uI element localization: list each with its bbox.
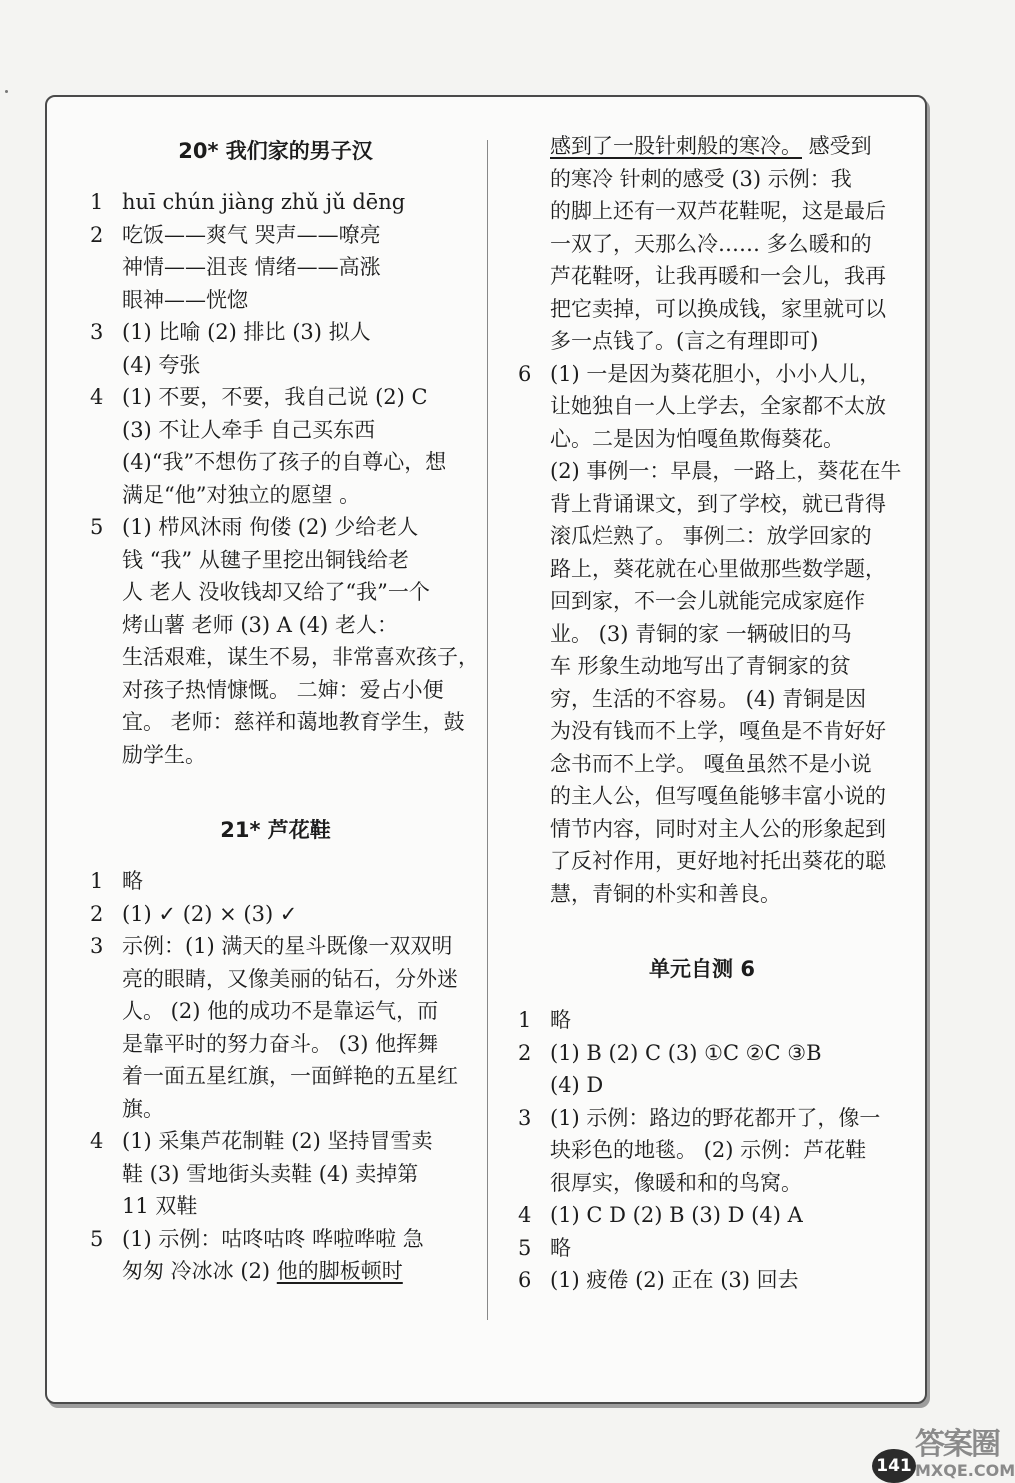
- section-title-unit-test: 单元自测 6: [649, 957, 755, 981]
- watermark-url: MXQE.COM: [915, 1461, 1015, 1480]
- section-title-21: 21* 芦花鞋: [220, 818, 331, 842]
- answer-line: 匆匆 冷冰冰 (2) 他的脚板顿时: [122, 1259, 403, 1283]
- scan-dot: [5, 90, 8, 93]
- unit-test-items: [506, 1004, 898, 1297]
- answer-line: 为没有钱而不上学，嘎鱼是不肯好好: [550, 719, 886, 743]
- unit-test-item: [506, 1264, 898, 1297]
- answer-line: 人。 (2) 他的成功不是靠运气，而: [122, 999, 439, 1023]
- answer-line: 略: [550, 1008, 571, 1032]
- item-number: 1: [518, 1008, 532, 1032]
- answer-line: 感到了一股针刺般的寒冷。 感受到: [550, 134, 872, 158]
- answer-line: 情节内容，同时对主人公的形象起到: [550, 816, 886, 841]
- answer-line: 略: [550, 1235, 571, 1260]
- section-21-item: [78, 930, 473, 1125]
- column-divider: [487, 140, 488, 1320]
- answer-line: (1) 疲倦 (2) 正在 (3) 回去: [550, 1268, 799, 1292]
- section-20-item: [78, 381, 473, 511]
- answer-line: (4) 夸张: [122, 352, 201, 377]
- section-21-continuation: [506, 130, 898, 358]
- answer-line: 穷，生活的不容易。 (4) 青铜是因: [550, 686, 867, 711]
- answer-line: (1) ✓ (2) × (3) ✓: [122, 901, 298, 926]
- section-20-item: [78, 511, 479, 771]
- answer-line: (4) D: [550, 1073, 604, 1097]
- answer-line: 念书而不上学。 嘎鱼虽然不是小说: [550, 751, 872, 776]
- answer-line: (1) 栉风沐雨 佝偻 (2) 少给老人: [122, 515, 419, 539]
- section-title-20: 20* 我们家的男子汉: [178, 139, 373, 163]
- answer-line: 示例：(1) 满天的星斗既像一双双明: [122, 934, 453, 958]
- answer-line: 吃饭——爽气 哭声——嘹亮: [122, 222, 381, 247]
- answer-line: 了反衬作用，更好地衬托出葵花的聪: [550, 849, 886, 873]
- underlined-answer: 感到了一股针刺般的寒冷。: [550, 134, 802, 158]
- item-number: 5: [90, 1226, 104, 1251]
- answer-line: 心。二是因为怕嘎鱼欺侮葵花。: [550, 426, 844, 451]
- left-column: [78, 130, 479, 1288]
- item-number: 3: [90, 934, 104, 958]
- answer-line: 旗。: [122, 1096, 164, 1121]
- answer-line: 神情——沮丧 情绪——高涨: [122, 255, 381, 279]
- item-number: 2: [90, 901, 104, 926]
- answer-line: 满足“他”对独立的愿望 。: [122, 482, 361, 507]
- answer-line: 生活艰难，谋生不易，非常喜欢孩子，: [122, 645, 479, 669]
- answer-line: 钱 “我” 从毽子里挖出铜钱给老: [122, 547, 409, 572]
- item-number: 3: [518, 1105, 532, 1130]
- section-21-item: [78, 865, 473, 898]
- answer-line: (1) 示例：路边的野花都开了，像一: [550, 1105, 881, 1130]
- section-21-item: [78, 1125, 473, 1223]
- unit-test-item: [506, 1004, 898, 1037]
- item-number: 5: [518, 1235, 532, 1260]
- answer-line: (3) 不让人牵手 自己买东西: [122, 417, 376, 442]
- answer-line: 让她独自一人上学去，全家都不太放: [550, 394, 886, 418]
- underlined-answer: 他的脚板顿时: [276, 1259, 403, 1283]
- item-number: 3: [90, 320, 104, 344]
- answer-line: (1) C D (2) B (3) D (4) A: [550, 1203, 803, 1227]
- answer-line: (1) 比喻 (2) 排比 (3) 拟人: [122, 320, 371, 344]
- answer-line: 回到家，不一会儿就能完成家庭作: [550, 589, 865, 613]
- section-21-item: [78, 1223, 473, 1288]
- answer-line: 眼神——恍惚: [122, 287, 248, 312]
- answer-line: (2) 事例一：早晨，一路上，葵花在牛: [550, 459, 902, 483]
- answer-line: 烤山薯 老师 (3) A (4) 老人：: [122, 612, 399, 637]
- answer-line: 一双了，天那么冷…… 多么暖和的: [550, 231, 872, 256]
- unit-test-item: [506, 1232, 898, 1265]
- item-number: 6: [518, 1268, 532, 1292]
- item-number: 4: [90, 1129, 104, 1153]
- section-21-item: [506, 358, 902, 911]
- answer-line: 背上背诵课文，到了学校，就已背得: [550, 491, 886, 516]
- answer-line: (1) 采集芦花制鞋 (2) 坚持冒雪卖: [122, 1129, 433, 1153]
- answer-line: 11 双鞋: [122, 1194, 198, 1218]
- answer-line: 的脚上还有一双芦花鞋呢，这是最后: [550, 199, 886, 223]
- answer-line: 对孩子热情慷慨。 二婶：爱占小便: [122, 677, 444, 702]
- item-number: 4: [90, 385, 104, 409]
- answer-line: (1) B (2) C (3) ①C ②C ③B: [550, 1040, 822, 1065]
- answer-line: 多一点钱了。(言之有理即可): [550, 329, 819, 353]
- answer-line: (4)“我”不想伤了孩子的自尊心，想: [122, 450, 447, 474]
- item-number: 2: [90, 222, 104, 247]
- answer-line: 把它卖掉，可以换成钱，家里就可以: [550, 296, 886, 321]
- item-number: 5: [90, 515, 104, 539]
- page-number-badge: 141: [872, 1449, 916, 1483]
- answer-line: 鞋 (3) 雪地街头卖鞋 (4) 卖掉第: [122, 1161, 419, 1186]
- answer-line: 是靠平时的努力奋斗。 (3) 他挥舞: [122, 1031, 439, 1056]
- section-20-item: [78, 186, 473, 219]
- answer-line: 的主人公，但写嘎鱼能够丰富小说的: [550, 784, 886, 808]
- continuation-item: [506, 130, 898, 358]
- right-column: [506, 130, 902, 1297]
- answer-line: (1) 不要，不要，我自己说 (2) C: [122, 385, 428, 409]
- answer-line: 励学生。: [122, 742, 206, 767]
- answer-line: 滚瓜烂熟了。 事例二：放学回家的: [550, 524, 872, 548]
- answer-line: 车 形象生动地写出了青铜家的贫: [550, 654, 851, 678]
- section-20-items: [78, 186, 479, 771]
- answer-line: 路上，葵花就在心里做那些数学题，: [550, 556, 886, 581]
- answer-line: (1) 一是因为葵花胆小，小小人儿，: [550, 361, 881, 386]
- section-21-item: [78, 898, 473, 931]
- answer-line: 着一面五星红旗，一面鲜艳的五星红: [122, 1064, 458, 1088]
- unit-test-item: [506, 1199, 898, 1232]
- unit-test-item: [506, 1102, 898, 1200]
- watermark-logo: [915, 1427, 1015, 1481]
- answer-line: 块彩色的地毯。 (2) 示例：芦花鞋: [550, 1138, 867, 1162]
- section-21-items: [78, 865, 473, 1288]
- section-20-item: [78, 316, 473, 381]
- section-20-item: [78, 219, 473, 317]
- watermark-text: 答案圈: [915, 1427, 999, 1462]
- item-number: 1: [90, 190, 104, 214]
- answer-line: 慧，青铜的朴实和善良。: [550, 881, 781, 906]
- answer-line: 业。 (3) 青铜的家 一辆破旧的马: [550, 621, 852, 646]
- answer-line: 人 老人 没收钱却又给了“我”一个: [122, 580, 430, 604]
- unit-test-item: [506, 1037, 898, 1102]
- item-number: 1: [90, 869, 104, 893]
- item-number: 6: [518, 361, 532, 386]
- answer-line: 宜。 老师：慈祥和蔼地教育学生，鼓: [122, 710, 465, 734]
- answer-line: (1) 示例：咕咚咕咚 哗啦哗啦 急: [122, 1226, 424, 1251]
- item-number: 2: [518, 1040, 532, 1065]
- item-number: 4: [518, 1203, 532, 1227]
- answer-line: huī chún jiàng zhǔ jǔ dēng: [122, 190, 406, 214]
- answer-line: 略: [122, 869, 143, 893]
- section-21-item-6: [506, 358, 902, 911]
- answer-line: 的寒冷 针刺的感受 (3) 示例：我: [550, 166, 852, 191]
- answer-line: 亮的眼睛，又像美丽的钻石，分外迷: [122, 966, 458, 991]
- answer-line: 芦花鞋呀，让我再暖和一会儿，我再: [550, 264, 886, 288]
- answer-line: 很厚实，像暖和和的鸟窝。: [550, 1170, 802, 1195]
